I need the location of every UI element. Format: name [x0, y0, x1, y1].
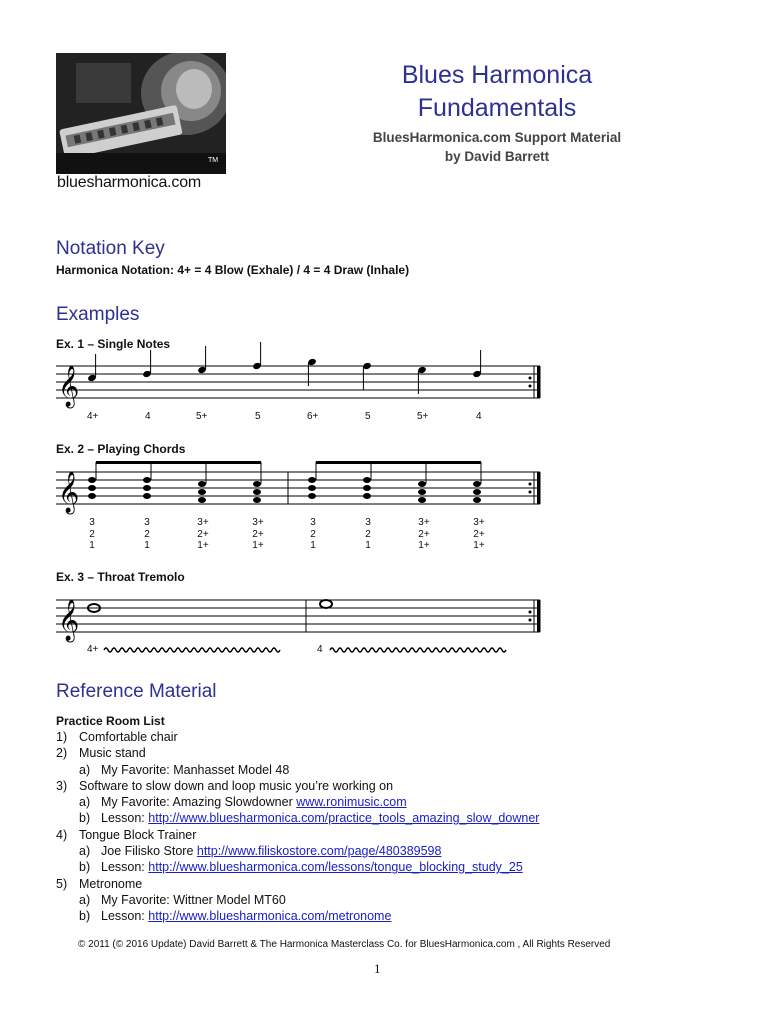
- ex2-tab-col-5: 3 2 1: [310, 517, 316, 551]
- ronimusic-link[interactable]: www.ronimusic.com: [296, 795, 407, 810]
- list-item: 5) Metronome: [56, 876, 143, 891]
- ex1-staff: [56, 360, 546, 410]
- examples-heading: Examples: [56, 304, 140, 325]
- chord-4: [253, 481, 261, 503]
- ex1-title: Ex. 1 – Single Notes: [56, 337, 171, 351]
- practice-room-list-title: Practice Room List: [56, 714, 165, 728]
- ex3-whole-note-2: [320, 600, 332, 608]
- copyright-footer: © 2011 (© 2016 Update) David Barrett & The Harmonica Masterclass Co. for BluesHarmonica.com , All Rights Reserved: [78, 939, 611, 950]
- list-item: b) Lesson: http://www.bluesharmonica.com/practice_tools_amazing_slow_downer: [79, 811, 540, 826]
- tongue-blocking-lesson-link[interactable]: http://www.bluesharmonica.com/lessons/tongue_blocking_study_25: [148, 860, 523, 875]
- notation-key-heading: Notation Key: [56, 238, 165, 259]
- note-3: [197, 346, 207, 374]
- ex2-chords: [88, 477, 481, 503]
- ex1-tab-6: 5: [365, 411, 371, 422]
- ex2-tab-col-7: 3+ 2+ 1+: [418, 517, 430, 551]
- page-number: 1: [374, 961, 381, 976]
- list-item: b) Lesson: http://www.bluesharmonica.com/lessons/tongue_blocking_study_25: [79, 860, 523, 875]
- chord-1: [88, 477, 96, 499]
- chord-3: [198, 481, 206, 503]
- ex1-tab-7: 5+: [417, 411, 429, 422]
- chord-2: [143, 477, 151, 499]
- page-title-line1: Blues Harmonica: [401, 61, 593, 89]
- ex1-tab-3: 5+: [196, 411, 208, 422]
- treble-clef-icon: 𝄞: [58, 366, 80, 407]
- list-item: 1) Comfortable chair: [56, 730, 178, 744]
- list-item: b) Lesson: http://www.bluesharmonica.com/metronome: [79, 909, 392, 924]
- chord-8: [473, 481, 481, 503]
- ex2-tab-col-3: 3+ 2+ 1+: [197, 517, 209, 551]
- ex1-tab-1: 4+: [87, 411, 99, 422]
- note-6: [362, 362, 372, 390]
- filisko-store-link[interactable]: http://www.filiskostore.com/page/480389598: [196, 844, 442, 859]
- chord-5: [308, 477, 316, 499]
- ex3-tab-2: 4: [317, 644, 323, 655]
- note-8: [472, 350, 482, 378]
- note-1: [87, 354, 97, 382]
- ex3-title: Ex. 3 – Throat Tremolo: [56, 570, 185, 584]
- treble-clef-icon: 𝄞: [58, 472, 80, 513]
- chord-6: [363, 477, 371, 499]
- ex2-tab-col-6: 3 2 1: [365, 517, 371, 551]
- list-item: 4) Tongue Block Trainer: [56, 827, 197, 842]
- metronome-lesson-link[interactable]: http://www.bluesharmonica.com/metronome: [148, 909, 392, 924]
- list-item: 3) Software to slow down and loop music you’re working on: [56, 778, 394, 793]
- list-item: a) My Favorite: Amazing Slowdowner www.ronimusic.com: [79, 795, 407, 810]
- subtitle-line1: BluesHarmonica.com Support Material: [372, 130, 622, 145]
- ex2-title: Ex. 2 – Playing Chords: [56, 442, 186, 456]
- slowdowner-lesson-link[interactable]: http://www.bluesharmonica.com/practice_tools_amazing_slow_downer: [148, 811, 540, 826]
- list-item: a) Joe Filisko Store http://www.filiskostore.com/page/480389598: [79, 844, 442, 859]
- trademark-mark: TM: [208, 157, 219, 164]
- list-item: a) My Favorite: Manhasset Model 48: [79, 762, 290, 777]
- note-2: [142, 350, 152, 378]
- ex1-tab-2: 4: [145, 411, 151, 422]
- ex3-staff: [56, 594, 546, 644]
- treble-clef-icon: 𝄞: [58, 600, 80, 641]
- ex1-tab-8: 4: [476, 411, 482, 422]
- reference-heading: Reference Material: [56, 681, 217, 702]
- harmonica-photo-art: [56, 53, 226, 174]
- subtitle-line2: by David Barrett: [444, 149, 550, 164]
- ex2-beams: [96, 461, 481, 464]
- ex3-tremolo-wave-1: [104, 646, 284, 654]
- ex1-tab-4: 5: [255, 411, 261, 422]
- chord-7: [418, 481, 426, 503]
- note-4: [252, 342, 262, 370]
- ex2-tab-col-4: 3+ 2+ 1+: [252, 517, 264, 551]
- practice-room-list: [56, 729, 539, 925]
- ex2-tab-col-8: 3+ 2+ 1+: [473, 517, 485, 551]
- ex3-tab-1: 4+: [87, 644, 99, 655]
- ex2-tab-col-1: 3 2 1: [89, 517, 95, 551]
- list-item: a) My Favorite: Wittner Model MT60: [79, 892, 286, 907]
- ex2-tab-col-2: 3 2 1: [144, 517, 150, 551]
- ex2-staff: [56, 466, 546, 516]
- logo-photo: [56, 53, 226, 174]
- list-item: 2) Music stand: [56, 746, 146, 761]
- ex3-tremolo-wave-2: [330, 646, 510, 654]
- page-title-line2: Fundamentals: [417, 94, 577, 122]
- ex1-tab-5: 6+: [307, 411, 319, 422]
- logo-site-name: bluesharmonica.com: [57, 174, 202, 191]
- notation-key-text: Harmonica Notation: 4+ = 4 Blow (Exhale) / 4 = 4 Draw (Inhale): [56, 263, 410, 277]
